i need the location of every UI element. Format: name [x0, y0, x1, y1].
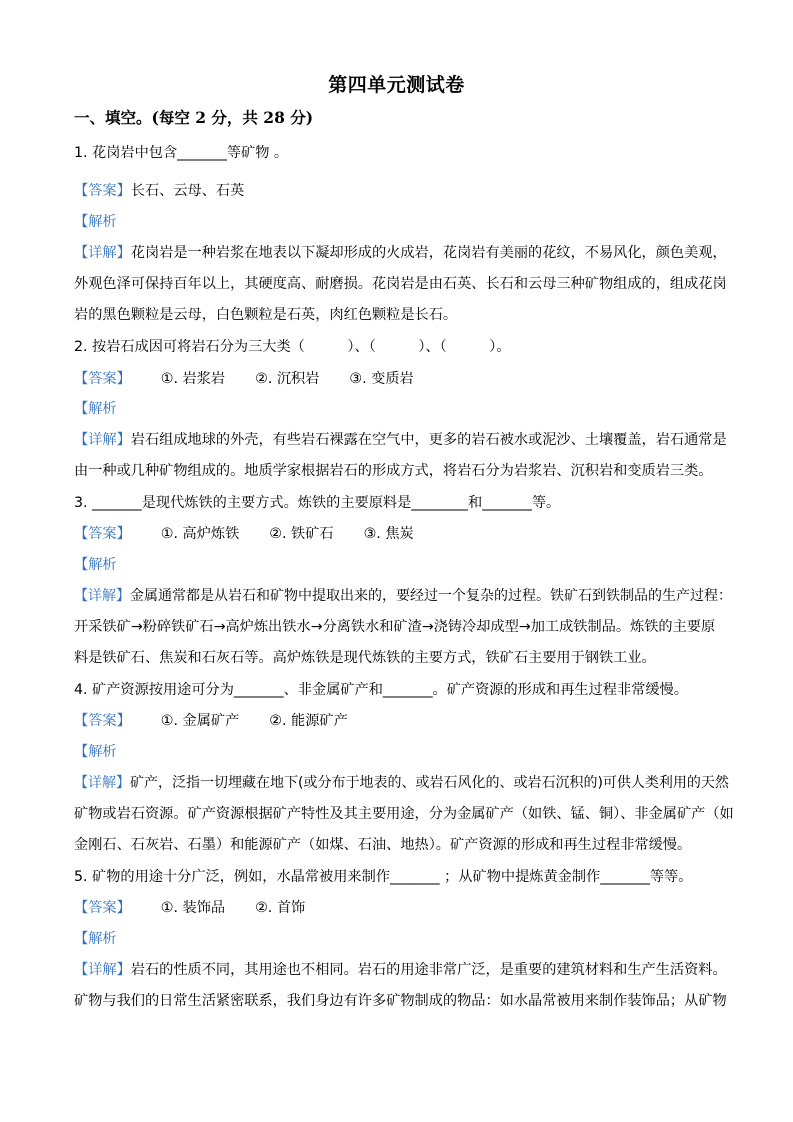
answer-2 — [74, 369, 734, 389]
detail-tag: 【详解】 — [74, 775, 130, 791]
question-4: 4. 矿产资源按用途可分为_______、非金属矿产和_______。矿产资源的形成和再生过程非常缓慢。 — [74, 682, 688, 698]
answer-option: ①. 装饰品 — [160, 900, 226, 916]
detail-tag: 【详解】 — [74, 588, 130, 604]
answer-option: ①. 岩浆岩 — [160, 371, 226, 387]
detail-3-line-2: 开采铁矿→粉碎铁矿石→高炉炼出铁水→分离铁水和矿渣→浇铸冷却成型→加工成铁制品。炼铁的主要原 — [74, 619, 716, 635]
answer-option: ②. 铁矿石 — [269, 526, 334, 542]
detail-tag: 【详解】 — [74, 432, 131, 448]
page-title: 第四单元测试卷 — [328, 74, 465, 96]
detail-4-line-2: 矿物或岩石资源。矿产资源根据矿产特性及其主要用途，分为金属矿产（如铁、锰、铜）、非金属矿产（如 — [74, 806, 734, 822]
answer-1 — [74, 181, 734, 201]
answer-option: ③. 变质岩 — [349, 371, 414, 387]
detail-1-line-2: 外观色泽可保持百年以上，其硬度高、耐磨损。花岗岩是由石英、长石和云母三种矿物组成的，组成花岗 — [74, 276, 727, 292]
answer-option: ③. 焦炭 — [363, 526, 414, 542]
detail-1-line-3: 岩的黑色颗粒是云母，白色颗粒是石英，肉红色颗粒是长石。 — [74, 307, 458, 323]
detail-tag: 【详解】 — [74, 245, 131, 261]
detail-4-line-3: 金刚石、石灰岩、石墨）和能源矿产（如煤、石油、地热）。矿产资源的形成和再生过程非常缓慢。 — [74, 837, 692, 853]
question-3: 3. _______是现代炼铁的主要方式。炼铁的主要原料是________和_______等。 — [74, 495, 561, 511]
detail-3-line-1 — [74, 586, 734, 606]
analysis-tag-3: 【解析 — [74, 557, 117, 573]
detail-text: 矿产，泛指一切埋藏在地下(或分布于地表的、或岩石风化的、或岩石沉积的)可供人类利用的天然 — [130, 775, 729, 791]
section-heading: 一、填空。(每空 2 分，共 28 分) — [74, 108, 314, 127]
answer-text: 长石、云母、石英 — [130, 183, 245, 199]
detail-text: 金属通常都是从岩石和矿物中提取出来的，要经过一个复杂的过程。铁矿石到铁制品的生产过程： — [130, 588, 732, 604]
answer-option: ②. 能源矿产 — [269, 713, 348, 729]
answer-tag: 【答案】 — [74, 900, 131, 916]
answer-tag: 【答案】 — [74, 371, 131, 387]
detail-5-line-2: 矿物与我们的日常生活紧密联系，我们身边有许多矿物制成的物品：如水晶常被用来制作装饰品；从矿物 — [74, 993, 727, 1009]
detail-4-line-1 — [74, 773, 734, 793]
answer-option: ①. 高炉炼铁 — [160, 526, 240, 542]
answer-option: ②. 沉积岩 — [255, 371, 320, 387]
answer-option: ①. 金属矿产 — [160, 713, 240, 729]
question-1: 1. 花岗岩中包含_______等矿物 。 — [74, 145, 289, 161]
detail-1-line-1 — [74, 243, 734, 263]
answer-tag: 【答案】 — [74, 183, 131, 199]
detail-text: 岩石组成地球的外壳，有些岩石裸露在空气中，更多的岩石被水或泥沙、土壤覆盖，岩石通常是 — [130, 432, 727, 448]
detail-tag: 【详解】 — [74, 962, 131, 978]
answer-tag: 【答案】 — [74, 526, 131, 542]
detail-2-line-1 — [74, 430, 734, 450]
detail-3-line-3: 料是铁矿石、焦炭和石灰石等。高炉炼铁是现代炼铁的主要方式，铁矿石主要用于钢铁工业。 — [74, 650, 656, 666]
answer-tag: 【答案】 — [74, 713, 131, 729]
detail-2-line-2: 由一种或几种矿物组成的。地质学家根据岩石的形成方式，将岩石分为岩浆岩、沉积岩和变质岩三类。 — [74, 463, 713, 479]
analysis-tag-1: 【解析 — [74, 214, 117, 230]
detail-text: 花岗岩是一种岩浆在地表以下凝却形成的火成岩，花岗岩有美丽的花纹，不易风化，颜色美观， — [130, 245, 727, 261]
answer-5 — [74, 898, 734, 918]
answer-4 — [74, 711, 734, 731]
question-5: 5. 矿物的用途十分广泛，例如，水晶常被用来制作_______ ；从矿物中提炼黄金制作_______等等。 — [74, 869, 693, 885]
detail-text: 岩石的性质不同，其用途也不相同。岩石的用途非常广泛，是重要的建筑材料和生产生活资料。 — [130, 962, 727, 978]
analysis-tag-5: 【解析 — [74, 931, 117, 947]
analysis-tag-4: 【解析 — [74, 744, 117, 760]
detail-5-line-1 — [74, 960, 734, 980]
question-2: 2. 按岩石成因可将岩石分为三大类（ ）、（ ）、（ ）。 — [74, 339, 511, 355]
analysis-tag-2: 【解析 — [74, 401, 117, 417]
answer-option: ②. 首饰 — [255, 900, 306, 916]
answer-3 — [74, 524, 734, 544]
